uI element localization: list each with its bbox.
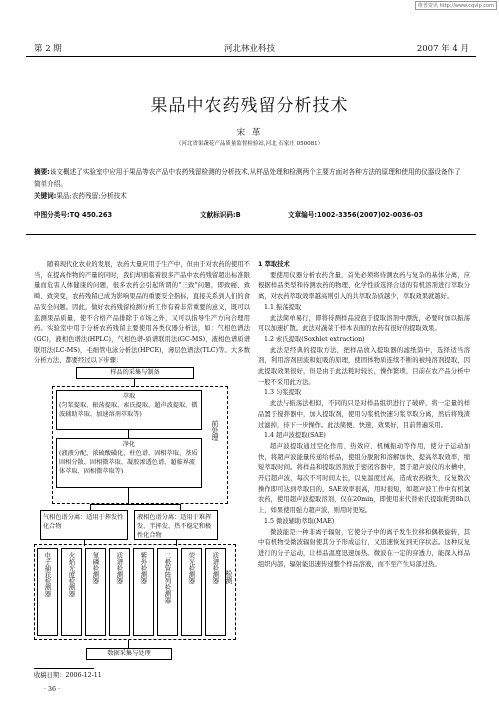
header-issue: 第 2 期 — [34, 44, 62, 54]
section-1-5-text: 微波能是一种非离子辐射，它使分子中的离子发生位移和偶极旋转，其中有机物受微波辐射使其分子形成运行，又迅速恢复到无序状态。这种反复进行的分子运动，让样品温度迅速加热。微波在一定的穿透力，能深入样品组织内部，辐射能迅速传递整个样品溶液，而不至产生局部过热。 — [258, 528, 470, 568]
detector-box: 质谱检测器 — [109, 548, 130, 636]
abstract-rule — [26, 234, 476, 235]
section-1-5-heading: 1.5 微波辅助萃取(MAE) — [264, 517, 335, 525]
section-1-3-text: 此法与振荡法相似，不同的只是对样品组织进行了破碎，将一定量的样品置于搅拌器中，加入提取剂，使用匀浆机快速匀浆萃取分离，然后将残渣过滤掉，待下一步操作。此法简便、快速、效果好，目前普遍采用。 — [258, 400, 470, 429]
author: 宋 革 — [236, 128, 263, 138]
section-1-3-heading: 1.3 匀浆提取 — [264, 389, 302, 397]
section-1-4-text: 超声波提取通过空化作用、热效应、机械振动等作用，使分子运动加快，将超声波能量传递给样品，使组分脱附和溶解加快，提高萃取效率，缩短萃取时间。将样品和提取溶剂放于密闭容器中，置于超声波仪的水槽中，开启超声波，每次不可时间太长，以免温度过高，造成农药损失，反复数次操作即可达到萃取目的，SAE效率很高，用时很短，如超声波工作中有机氯农药，使用超声波提取溶剂，仅在20min，即使用来代替索氏提取耗需8h以上，如果使用强力超声波，则用时更短。 — [258, 442, 470, 515]
section-1-heading: 1 萃取技术 — [258, 261, 290, 268]
doc-code: 文献标识码:B — [200, 211, 241, 219]
section-1-2-heading: 1.2 索氏提取(Soxhlet extraction) — [264, 335, 365, 343]
keywords: 果品;农药残留;分析技术 — [56, 192, 127, 200]
watermark: 维普资讯 http://www.cqvip.com — [415, 1, 497, 10]
abstract — [34, 166, 464, 202]
header-rule — [26, 56, 476, 57]
detection-label: 检测 — [225, 570, 233, 584]
right-column — [258, 260, 470, 570]
flow-gc: 气相色谱分离：适用于挥发性化合物 — [40, 510, 128, 540]
section-1-1-heading: 1.1 振荡提取 — [264, 303, 302, 311]
flow-lc: 液相色谱分离：适用于难挥发、半挥发、热不稳定和极性化合物 — [134, 510, 218, 540]
received-date: 收稿日期：2006-12-11 — [34, 672, 102, 679]
page-number: · 36 · — [44, 686, 61, 693]
section-1-4-heading: 1.4 超声波提取(SAE) — [264, 432, 326, 440]
detector-box: 二极管阵列检测器 — [157, 548, 178, 636]
detector-box: 火焰光度检测器 — [61, 548, 82, 636]
detector-box: 电子捕获检测器 — [37, 548, 58, 636]
flow-data-processing: 数据采集与处理 — [86, 648, 172, 660]
section-1-2-text: 此法是经典的提取方法，把样品放入提取器的滤纸筒中，选择适当溶剂，利用溶剂回流和虹吸的原理，使固体物质连续不断的被纯溶剂提取，因此提取效果很好，但是由于此法耗时较长，操作繁琐，目前在农产品分析中一般不采用此方法。 — [258, 346, 470, 386]
footnote-rule — [34, 668, 94, 669]
article-title: 果品中农药残留分析技术 — [150, 96, 349, 116]
detector-box: 质谱检测器 — [205, 548, 226, 636]
pretreatment-label: 前处理 — [211, 420, 219, 441]
header-journal: 河北林业科技 — [223, 44, 275, 54]
header-date: 2007 年 4 月 — [416, 44, 469, 54]
detector-box: 荧光检测器 — [181, 548, 202, 636]
abstract-text: 该文概述了实验室中应用于果品等农产品中农药残留检测的分析技术,从样品处理和检测两个主要方面对各种方法的原理和使用的仪器设备作了简单介绍。 — [34, 168, 461, 188]
article-no: 文章编号:1002-3356(2007)02-0036-03 — [288, 211, 424, 219]
affiliation: （河北省果蔬花产品质量监督检验站,河北 石家庄 050081） — [175, 141, 324, 147]
flow-extraction: 萃取 (匀浆提取、振荡提取、索氏提取、超声波提取、微波辅助萃取、加速溶剂萃取等) — [56, 390, 202, 430]
section-1-1-text: 此法简单易行，即将待测样品浸泡于提取溶剂中漂洗，必要时加以振荡可以加速扩散。此法对蔬菜于样本表面的农药有很好的提取效果。 — [258, 314, 470, 333]
detector-box: 紫外检测器 — [133, 548, 154, 636]
clc: 中图分类号:TQ 450.263 — [34, 211, 113, 219]
flow-sampling: 样品的采集与制备 — [76, 367, 194, 379]
flow-cleanup: 净化 (液液分配、浓硫酸磺化、柱色谱、固相萃取、基质固相分散、固相微萃取、凝胶渗透色谱、超临界流体萃取、固相微萃取等) — [56, 438, 202, 488]
keywords-label: 关键词: — [34, 192, 57, 200]
detector-box: 氮磷检测器 — [85, 548, 106, 636]
abstract-label: 摘要: — [34, 168, 50, 176]
section-1-text: 要使用仪器分析农药含量，首先必须将待测农药与复杂的基体分离，应根据样品类型和待测农药的物理、化学性质选择合适的有机溶剂进行萃取分离，对农药萃取效率越高则引入的共萃取杂质越少，萃取效果就越好。 — [258, 271, 470, 301]
intro-paragraph: 随着现代化农业的发展，农药大量应用于生产中，但由于对农药的使用不当，在提高作物的产量的同时，我们却面临着很多产品中农药残留超出标准限量而危害人体健康的问题，很多农药会引起所谓的"三致"问题，即致癌、致畸、致突变，农药残留已成为影响果品的重要安全指标，直接关系到人们的食品安全问题。因此，做好农药残留检测分析工作有着非常重要的意义，既可以监测果品质量，使不合格产品排除于市场之外，又可以指导生产方向合理用药。实验室中用于分析农药残留主要使用各类仪器分析法，如：气相色谱法(GC)，液相色谱法(HPLC)，气相色谱-质谱联用法(GC-MS)，液相色谱质谱联用法(LC-MS)，毛细管电泳分析法(HPCE)，薄层色谱法(TLC)等。大多数分析方法，都要经过以下步骤： — [34, 261, 250, 365]
